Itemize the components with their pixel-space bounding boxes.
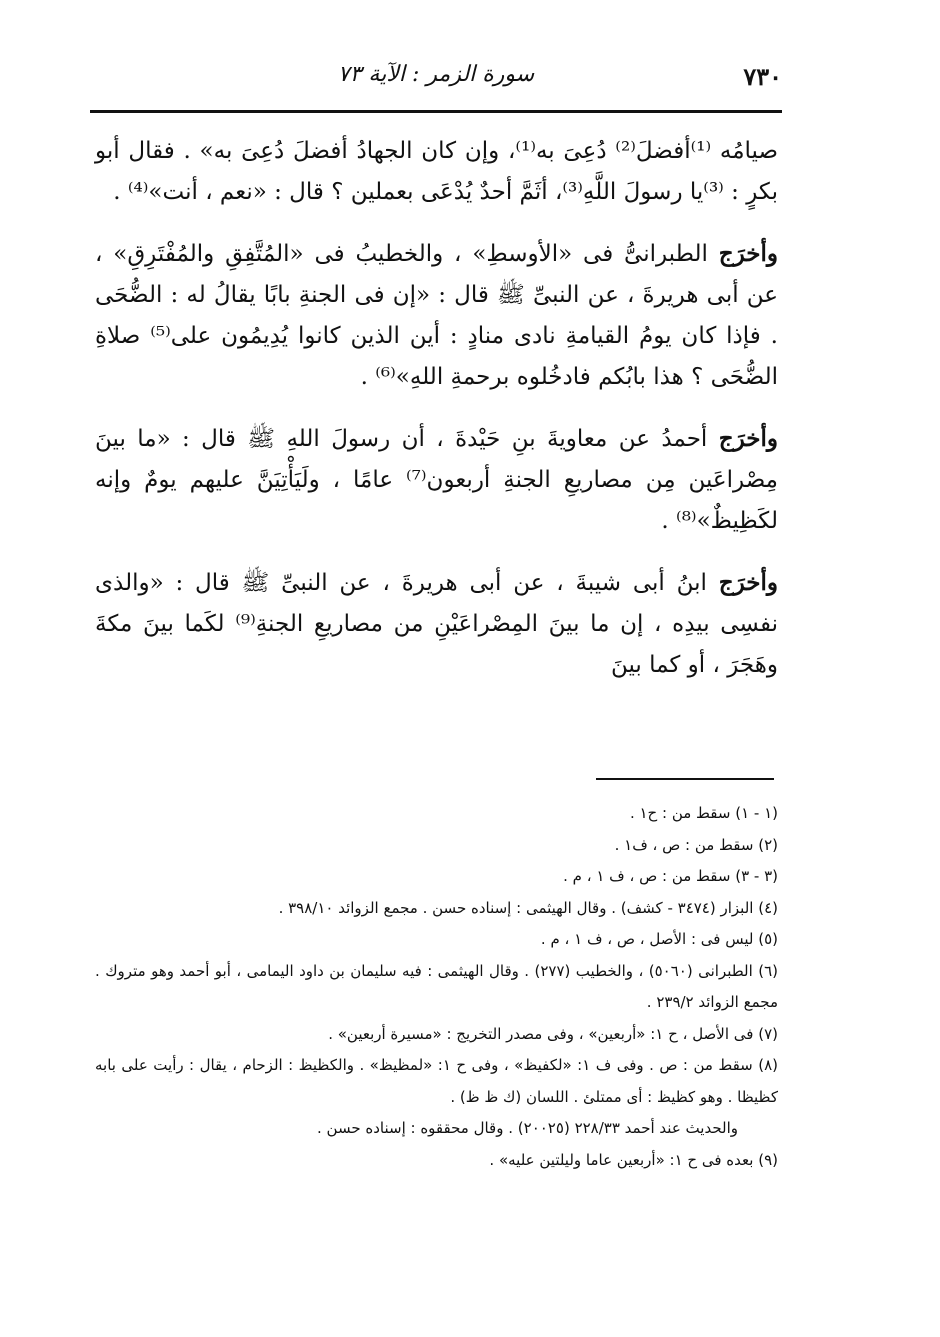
footnote-separator — [596, 778, 774, 780]
paragraph-text: الطبرانىُّ فى «الأوسطِ» ، والخطيبُ فى «المُتَّفِقِ والمُفْتَرِقِ» ، عن أبى هريرةَ ، عن النبىِّ ﷺ قال : «إن فى الجنةِ بابًا يقالُ له : الضُّحَى . فإذا كان يومُ القيامةِ نادى منادٍ : أين الذين كانوا يُدِيمُون على⁽⁵⁾ صلاةِ الضُّحَى ؟ هذا بابُكم فادخُلوه برحمةِ اللهِ»⁽⁶⁾ . — [95, 241, 778, 390]
page-header — [90, 56, 782, 100]
paragraph — [95, 233, 778, 398]
footnote: (٢) سقط من : ص ، ف١ . — [614, 835, 778, 854]
footnote: (٦) الطبرانى (٥٠٦٠) ، والخطيب (٢٧٧) . وقال الهيثمى : فيه سليمان بن داود اليمامى ، أبو أحمد وهو متروك . مجمع الزوائد ٢٣٩/٢ . — [95, 961, 778, 1011]
paragraph-lead: وأخرَج — [718, 569, 778, 596]
page-number: ٧٣٠ — [743, 62, 782, 91]
footnote: (٨) سقط من : ص . وفى ف ١: «لكفيظ» ، وفى ح ١: «لمظيظ» . والكظيظ : الزحام ، يقال : رأيت على بابه كظيظا . وهو كظيظ : أى ممتلئ . اللسان (ك ظ ظ) . — [95, 1056, 778, 1106]
footnote: (٤) البزار (٣٤٧٤ - كشف) . وقال الهيثمى : إسناده حسن . مجمع الزوائد ٣٩٨/١٠ . — [278, 898, 778, 917]
paragraph-text: ابنُ أبى شيبةَ ، عن أبى هريرةَ ، عن النبىِّ ﷺ قال : «والذى نفسِى بيدِه ، إن ما بينَ المِصْراعَيْنِ من مصاريعِ الجنةِ⁽⁹⁾ لكَما بينَ مكةَ وهَجَرَ ، أو كما بينَ — [95, 570, 778, 678]
footnote: (٣ - ٣) سقط من : ص ، ف ١ ، م . — [563, 867, 778, 885]
paragraph — [95, 418, 778, 542]
paragraph-text: أحمدُ عن معاويةَ بنِ حَيْدةَ ، أن رسولَ اللهِ ﷺ قال : «ما بينَ مِصْراعَين مِن مصاريعِ الجنةِ أربعون⁽⁷⁾ عامًا ، ولَيَأْتِيَنَّ عليهم يومٌ وإنه لكَظِيظٌ»⁽⁸⁾ . — [95, 426, 778, 534]
main-text — [95, 130, 778, 706]
paragraph — [95, 130, 778, 213]
footnote: (٧) فى الأصل ، ح ١: «أربعين» ، وفى مصدر التخريج : «مسيرة أربعين» . — [328, 1024, 778, 1043]
running-title: سورة الزمر : الآية ٧٣ — [337, 62, 535, 87]
footnote: (٥) ليس فى : الأصل ، ص ، ف ١ ، م . — [540, 930, 778, 948]
paragraph-lead: وأخرَج — [718, 240, 778, 267]
paragraph-lead: وأخرَج — [718, 425, 778, 452]
paragraph-text: صيامُه ⁽¹⁾أفضلَ⁽²⁾ دُعِىَ به⁽¹⁾، وإن كان الجهادُ أفضلَ دُعِىَ به» . فقال أبو بكرٍ : ⁽³⁾يا رسولَ اللَّهِ⁽³⁾، أثَمَّ أحدٌ يُدْعَى بعملين ؟ قال : «نعم ، أنت»⁽⁴⁾ . — [95, 138, 779, 205]
footnote: (١ - ١) سقط من : ح١ . — [629, 804, 778, 822]
footnotes — [95, 798, 778, 1176]
footnote-continuation: والحديث عند أحمد ٢٢٨/٣٣ (٢٠٠٢٥) . وقال محققوه : إسناده حسن . — [316, 1119, 738, 1137]
paragraph — [95, 562, 778, 686]
footnote: (٩) بعده فى ح ١: «أربعين عاما وليلتين عليه» . — [489, 1150, 778, 1169]
header-rule — [90, 110, 782, 113]
